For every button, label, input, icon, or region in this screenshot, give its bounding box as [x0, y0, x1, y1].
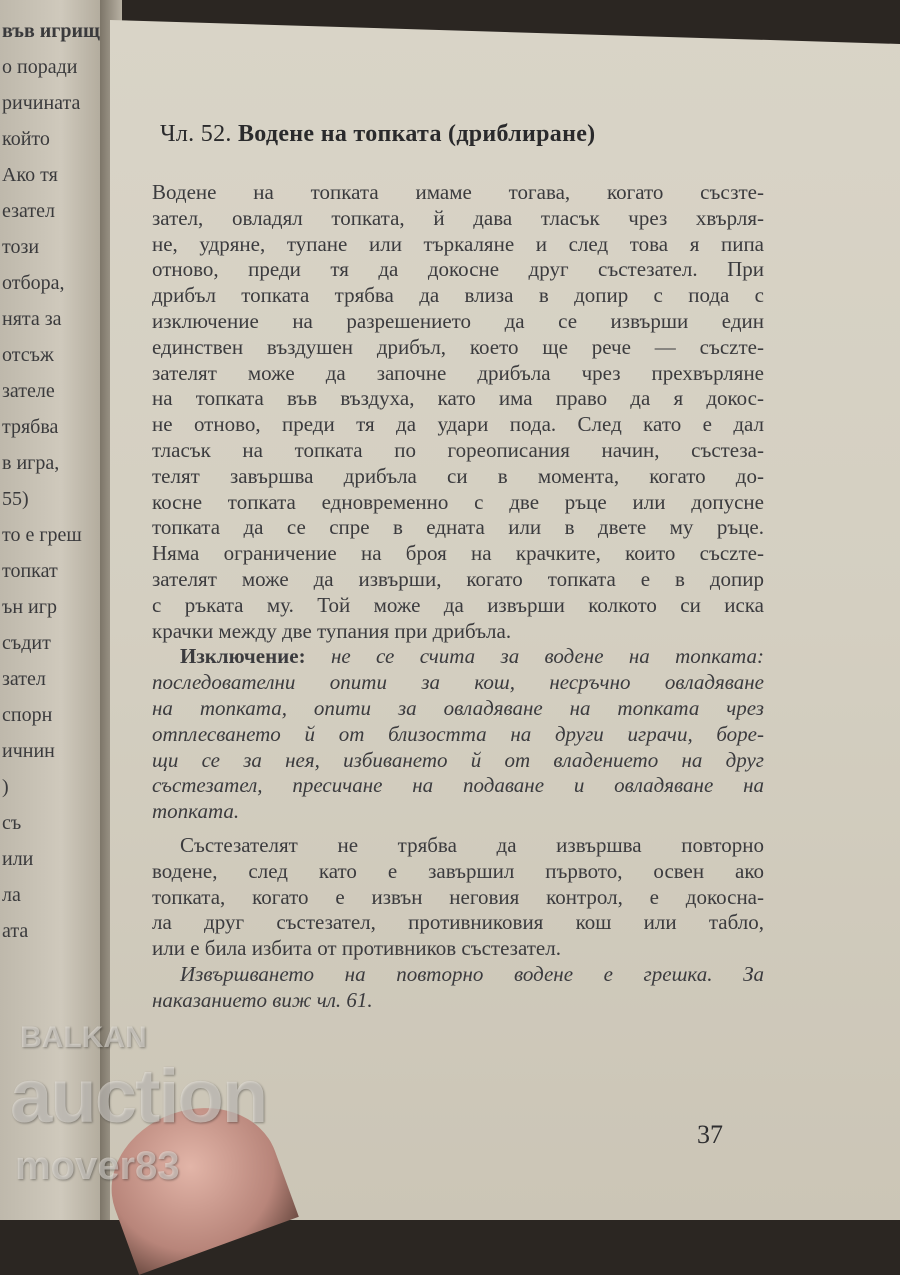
text-line: на топката във въздуха, като има право да я докос- [152, 386, 764, 411]
left-page-fragment: 55) [2, 488, 29, 510]
article-heading: Водене на топката (дриблиране) [238, 121, 596, 147]
page-number: 37 [697, 1120, 723, 1149]
text-line: телят завършва дрибъла си в момента, когато до- [152, 463, 764, 488]
text-line: косне топката едновременно с две ръце или допусне [152, 489, 764, 514]
left-page-fragment: ла [2, 884, 21, 906]
text-line: състезател, пресичане на подаване и овладяване на [152, 773, 764, 798]
left-page-fragment: ата [2, 920, 29, 942]
text-line: зателят може да започне дрибъла чрез прехвърляне [152, 360, 764, 385]
text-line: крачки между две тупания при дрибъла. [152, 618, 512, 643]
left-page-fragment: зателе [2, 380, 55, 402]
left-page-fragment: Ако тя [2, 164, 58, 186]
exception-label: Изключение: [180, 644, 306, 669]
text-line: последователни опити за кош, несръчно овладяване [152, 670, 764, 695]
left-page-fragment: о поради [2, 56, 78, 78]
left-page-fragment: този [2, 236, 40, 258]
text-line: наказанието виж чл. 61. [152, 987, 373, 1012]
left-page-fragment: езател [2, 200, 55, 222]
text-line: зателят може да извърши, когато топката е в допир [152, 566, 764, 591]
text-line: с ръката му. Той може да извърши колкото си иска [152, 592, 764, 617]
article-number: Чл. 52. [160, 121, 232, 147]
text-line: щи се за нея, избиването й от владението на друг [152, 747, 764, 772]
left-page-fragment: ) [2, 776, 9, 798]
text-line: отново, преди тя да докосне друг състезател. При [152, 257, 764, 282]
text-line: топката. [152, 799, 240, 824]
left-page-fragment: ън игр [2, 596, 57, 618]
left-page-fragment: отсъж [2, 344, 54, 366]
text-line: отплесването й от близостта на други играчи, боре- [152, 721, 764, 746]
left-page-fragment: нята за [2, 308, 62, 330]
left-page-fragment: във игрищ [2, 20, 100, 42]
left-page-fragment: спорн [2, 704, 53, 726]
text-line: на топката, опити за овладяване на топката чрез [152, 695, 764, 720]
text-line: изключение на разрешението да се извърши един [152, 308, 764, 333]
article-title [160, 120, 595, 148]
text-line: Водене на топката имаме тогава, когато съсзте- [152, 180, 764, 204]
text-line: не, удряне, тупане или търкаляне и след това я пипа [152, 231, 764, 256]
watermark-auction: auction [10, 1054, 267, 1139]
text-line: или е била избита от противников състезател. [152, 936, 561, 961]
text-line: тласък на топката по гореописания начин, състеза- [152, 437, 764, 462]
text-line: единствен въздушен дрибъл, което ще рече — съсzте- [152, 334, 764, 359]
watermark-user: mover83 [15, 1144, 180, 1188]
left-page-fragment: или [2, 848, 34, 870]
text-line: топката, когато е извън неговия контрол, е докосна- [152, 884, 764, 909]
watermark-balkan: BALKAN [20, 1021, 147, 1054]
left-page-fragment: ичнин [2, 740, 55, 762]
left-page-fragment: то е греш [2, 524, 82, 546]
left-page-fragment: топкат [2, 560, 58, 582]
exception-line [152, 644, 764, 670]
text-line: топката да се спре в едната или в двете му ръце. [152, 515, 764, 540]
text-line: зател, овладял топката, й дава тласък чрез хвърля- [152, 205, 764, 230]
text-line: Извършването на повторно водене е грешка. За [180, 961, 764, 986]
left-page-fragment: трябва [2, 416, 59, 438]
text-line: Състезателят не трябва да извършва повторно [180, 832, 764, 857]
left-page-fragment: съ [2, 812, 22, 834]
left-page-fragment: отбора, [2, 272, 65, 294]
exception-text: не се счита за водене на топката: [330, 644, 764, 669]
text-line: дрибъл топката трябва да влиза в допир с пода с [152, 283, 764, 308]
left-page-fragment: съдит [2, 632, 51, 654]
left-page-fragment: ричината [2, 92, 81, 114]
text-line: ла друг състезател, противниковия кош или табло, [152, 910, 764, 935]
article-body [152, 180, 764, 1014]
text-line: Няма ограничение на броя на крачките, които съсzте- [152, 541, 764, 566]
left-page-fragment: в игра, [2, 452, 60, 474]
text-line: водене, след като е завършил първото, освен ако [152, 858, 764, 883]
left-page-fragment: зател [2, 668, 46, 690]
text-line: не отново, преди тя да удари пода. След като е дал [152, 412, 764, 437]
left-page-fragment: който [2, 128, 50, 150]
